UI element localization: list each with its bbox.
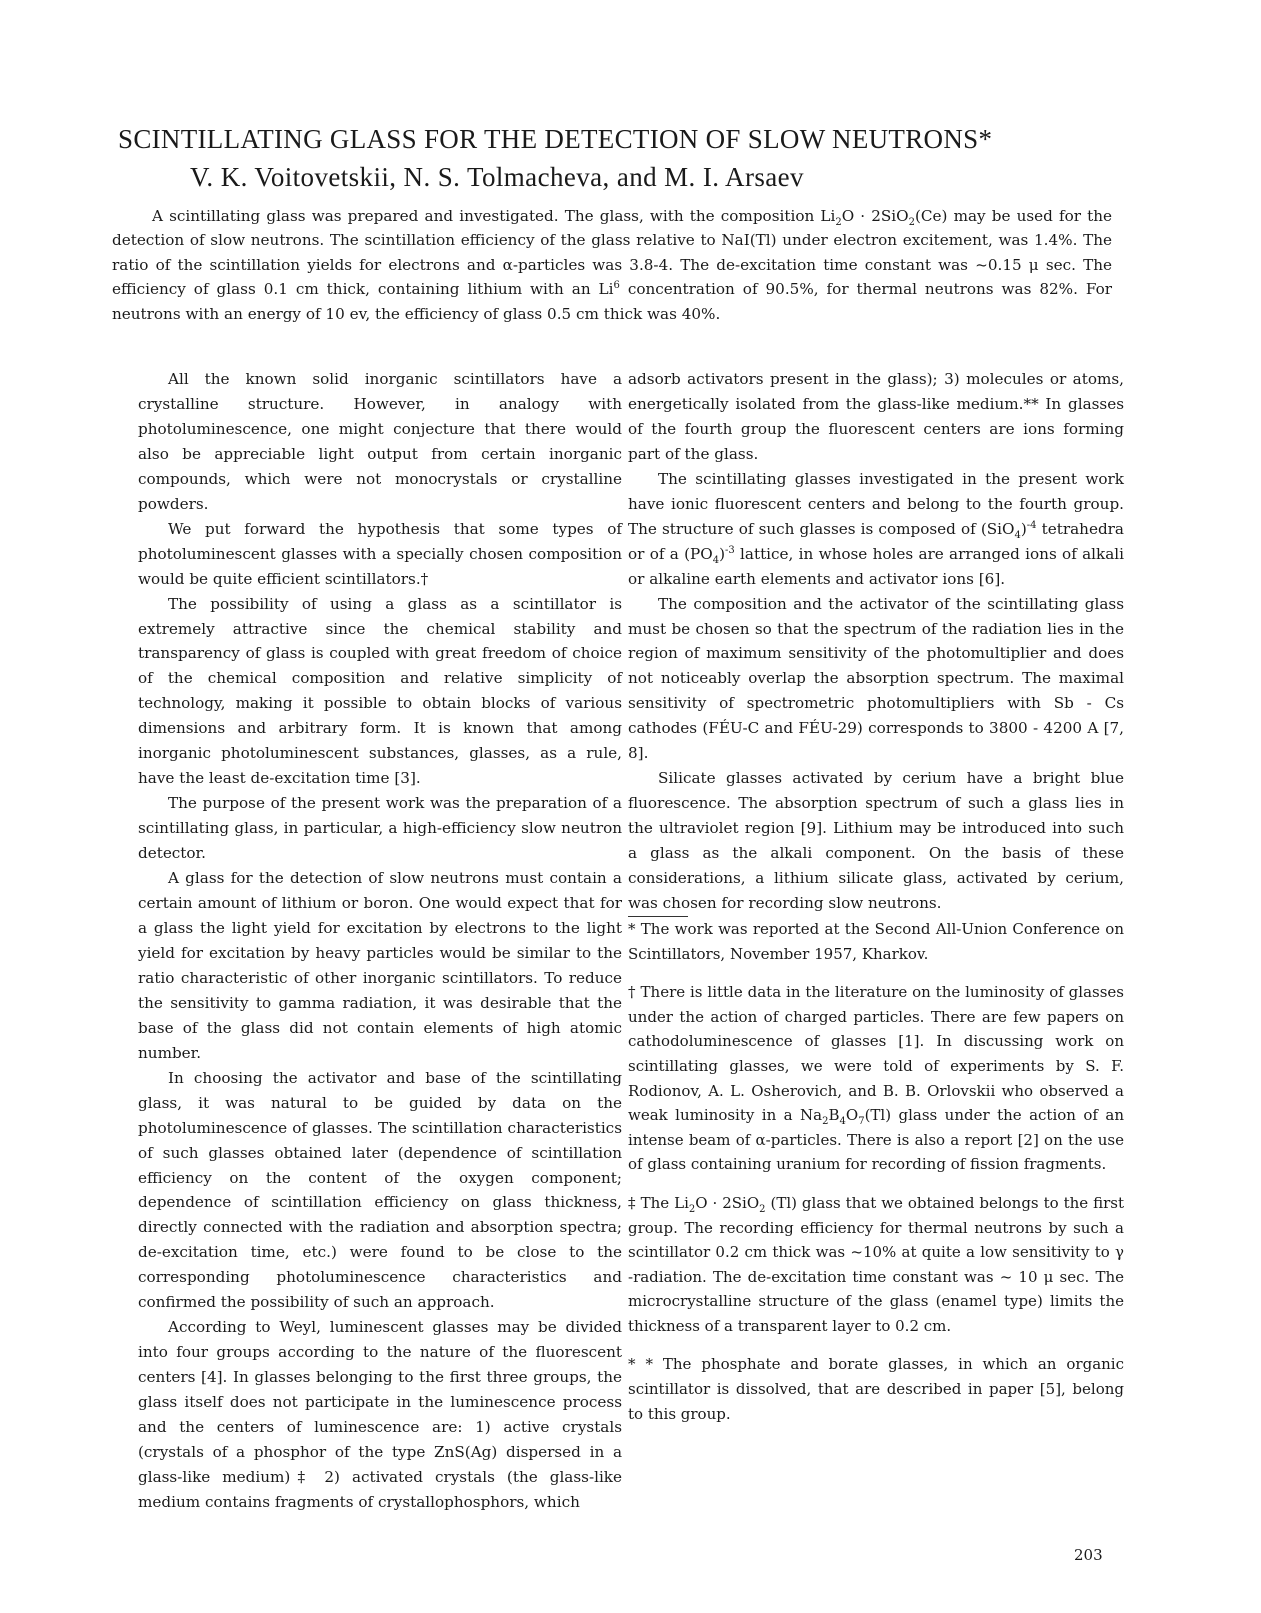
body-text: ) — [719, 544, 726, 563]
right-column — [628, 367, 1124, 1426]
body-text: tetrahedra or of a (PO — [628, 519, 1124, 563]
body-paragraph: A glass for the detection of slow neutrons must contain a certain amount of lithium or boron. One would expect that for a glass the light yield for excitation by electrons to the light yield for excitation by heavy particles would be similar to the ratio characteristic of other inorganic scintillators. To reduce the sensitivity to gamma radiation, it was desirable that the base of the glass did not contain elements of high atomic number. — [138, 869, 622, 1062]
body-text: The scintillating glasses investigated in the present work have ionic fluorescent centers and belong to the fourth group. The structure of such glasses is composed of (SiO — [628, 469, 1124, 538]
body-paragraph: The purpose of the present work was the preparation of a scintillating glass, in particular, a high-efficiency slow neutron detector. — [138, 794, 622, 863]
body-paragraph: According to Weyl, luminescent glasses may be divided into four groups according to the nature of the fluorescent centers [4]. In glasses belonging to the first three groups, the glass itself does not participate in the luminescence process and the centers of luminescence are: 1) active crystals (crystals of a phosphor of the type ZnS(Ag) dispersed in a glass-like medium)‡ 2) activated crystals (the glass-like medium contains fragments of crystallophosphors, which — [138, 1318, 622, 1511]
footnote-text: (Tl) glass under the action of an intense beam of α-particles. There is also a report [2] on the use of glass containing uranium for recording of fission fragments. — [628, 1106, 1124, 1174]
footnote-subscript: 2 — [822, 1116, 829, 1128]
footnote: * * The phosphate and borate glasses, in which an organic scintillator is dissolved, that are described in paper [5], belong to this group. — [628, 1355, 1124, 1423]
abstract-superscript: 6 — [613, 280, 620, 292]
page-number: 203 — [1074, 1546, 1103, 1564]
abstract-text: O · 2SiO — [841, 207, 909, 225]
footnote: * The work was reported at the Second All-Union Conference on Scintillators, November 1957, Kharkov. — [628, 919, 1124, 963]
paper-title: SCINTILLATING GLASS FOR THE DETECTION OF SLOW NEUTRONS* — [118, 124, 993, 154]
abstract-text: concentration of 90.5%, for thermal neutrons was 82%. For neutrons with an energy of 10 ev, the efficiency of glass 0.5 cm thick was 40%. — [112, 280, 1112, 323]
footnote-text: B — [828, 1106, 840, 1125]
abstract-text: (Ce) may be used for the detection of slow neutrons. The scintillation efficiency of the glass relative to NaI(Tl) under electron excitement, was 1.4%. The ratio of the scintillation yields for electrons and α-particles was 3.8-4. The de-excitation time constant was ~0.15 μ sec. The efficiency of glass 0.1 cm thick, containing lithium with an Li — [112, 207, 1113, 299]
footnote-subscript: 7 — [858, 1116, 865, 1128]
body-paragraph — [628, 467, 1124, 592]
footnote-subscript: 2 — [759, 1203, 766, 1215]
body-paragraph: All the known solid inorganic scintillators have a crystalline structure. However, in analogy with photoluminescence, one might conjecture that there would also be appreciable light output from certain inorganic compounds, which were not monocrystals or crystalline powders. — [138, 370, 622, 513]
abstract-text: A scintillating glass was prepared and investigated. The glass, with the composition Li — [152, 207, 836, 225]
body-text: lattice, in whose holes are arranged ions of alkali or alkaline earth elements and activator ions [6]. — [628, 544, 1124, 588]
body-paragraph: The composition and the activator of the scintillating glass must be chosen so that the spectrum of the radiation lies in the region of maximum sensitivity of the photomultiplier and does not noticeably overlap the absorption spectrum. The maximal sensitivity of spectrometric photomultipliers with Sb - Cs cathodes (FÉU-C and FÉU-29) corresponds to 3800 - 4200 A [7, 8]. — [628, 594, 1124, 763]
body-text: ) — [1020, 519, 1027, 538]
paper-authors: V. K. Voitovetskii, N. S. Tolmacheva, and M. I. Arsaev — [190, 162, 804, 192]
body-paragraph: The possibility of using a glass as a scintillator is extremely attractive since the chemical stability and transparency of glass is coupled with great freedom of choice of the chemical composition and relative simplicity of technology, making it possible to obtain blocks of various dimensions and arbitrary form. It is known that among inorganic photoluminescent substances, glasses, as a rule, have the least de-excitation time [3]. — [138, 594, 622, 788]
body-paragraph: Silicate glasses activated by cerium have a bright blue fluorescence. The absorption spectrum of such a glass lies in the ultraviolet region [9]. Lithium may be introduced into such a glass as the alkali component. On the basis of these considerations, a lithium silicate glass, activated by cerium, was chosen for recording slow neutrons. — [628, 769, 1124, 913]
abstract — [112, 204, 1112, 326]
body-subscript: 4 — [712, 554, 720, 566]
footnote — [628, 1191, 1124, 1339]
footnote-text: (Tl) glass that we obtained belongs to the first group. The recording efficiency for thermal neutrons by such a scintillator 0.2 cm thick was ~10% at quite a low sensitivity to γ -radiation. The de-excitation time constant was ~ 10 μ sec. The microcrystalline structure of the glass (enamel type) limits the thickness of a transparent layer to 0.2 cm. — [628, 1193, 1124, 1335]
body-superscript: -4 — [1026, 519, 1037, 531]
body-paragraph: In choosing the activator and base of the scintillating glass, it was natural to be guided by data on the photoluminescence of glasses. The scintillation characteristics of such glasses obtained later (dependence of scintillation efficiency on the content of the oxygen component; dependence of scintillation efficiency on glass thickness, directly connected with the radiation and absorption spectra; de-excitation time, etc.) were found to be close to the corresponding photoluminescence characteristics and confirmed the possibility of such an approach. — [138, 1068, 622, 1312]
footnote-subscript: 2 — [688, 1203, 696, 1215]
body-paragraph: We put forward the hypothesis that some types of photoluminescent glasses with a specially chosen composition would be quite efficient scintillators.† — [138, 519, 622, 588]
abstract-subscript: 2 — [908, 217, 915, 229]
footnote-text: † There is little data in the literature on the luminosity of glasses under the action of charged particles. There are few papers on cathodoluminescence of glasses [1]. In discussing work on scintillating glasses, we were told of experiments by S. F. Rodionov, A. L. Osherovich, and B. B. Orlovskii who observed a weak luminosity in a Na — [628, 983, 1124, 1125]
body-subscript: 4 — [1014, 529, 1021, 541]
left-column — [138, 367, 622, 1515]
body-paragraph: adsorb activators present in the glass); 3) molecules or atoms, energetically isolated from the glass-like medium.** In glasses of the fourth group the fluorescent centers are ions forming part of the glass. — [628, 370, 1124, 463]
footnote-text: O — [845, 1106, 859, 1125]
footnote-text: ‡ The Li — [628, 1193, 689, 1212]
footnote-text: O · 2SiO — [695, 1193, 760, 1212]
abstract-subscript: 2 — [835, 217, 842, 229]
footnote-subscript: 4 — [839, 1116, 846, 1128]
body-superscript: -3 — [725, 544, 735, 556]
footnote — [628, 980, 1124, 1177]
